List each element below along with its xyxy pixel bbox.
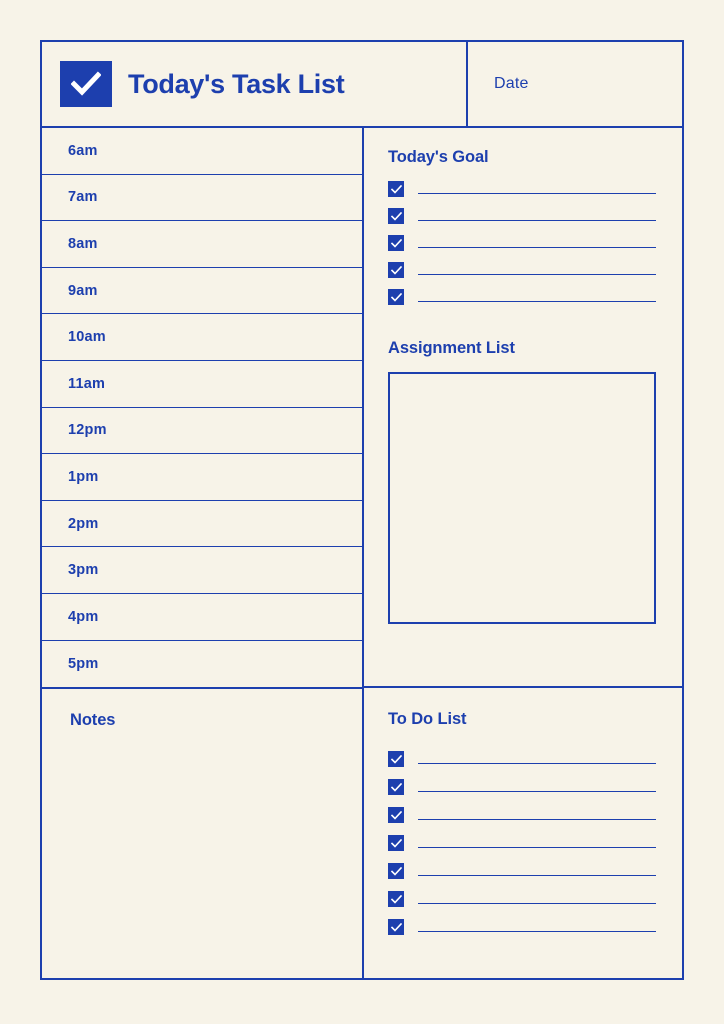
schedule-slot[interactable] — [42, 547, 362, 594]
write-line[interactable] — [418, 274, 656, 275]
list-item[interactable] — [388, 289, 656, 305]
sheet-body — [42, 128, 682, 978]
write-line[interactable] — [418, 875, 656, 876]
checkbox-icon[interactable] — [388, 289, 404, 305]
checkbox-icon[interactable] — [388, 181, 404, 197]
left-column — [42, 128, 364, 978]
task-list-sheet — [40, 40, 684, 980]
list-item[interactable] — [388, 208, 656, 224]
list-item[interactable] — [388, 919, 656, 935]
slot-label: 2pm — [68, 515, 99, 532]
schedule-slot[interactable] — [42, 594, 362, 641]
assignment-title: Assignment List — [388, 339, 515, 357]
slot-label: 4pm — [68, 608, 99, 625]
slot-label: 1pm — [68, 468, 99, 485]
todo-title: To Do List — [388, 710, 467, 728]
list-item[interactable] — [388, 863, 656, 879]
write-line[interactable] — [418, 847, 656, 848]
checkbox-icon[interactable] — [388, 262, 404, 278]
hourly-schedule — [42, 128, 362, 689]
slot-label: 5pm — [68, 655, 99, 672]
slot-label: 9am — [68, 282, 98, 299]
slot-label: 10am — [68, 329, 106, 346]
write-line[interactable] — [418, 763, 656, 764]
schedule-slot[interactable] — [42, 361, 362, 408]
list-item[interactable] — [388, 835, 656, 851]
list-item[interactable] — [388, 751, 656, 767]
notes-title: Notes — [70, 711, 116, 730]
todo-list — [388, 751, 656, 935]
schedule-slot[interactable] — [42, 314, 362, 361]
write-line[interactable] — [418, 193, 656, 194]
checkbox-icon[interactable] — [388, 863, 404, 879]
write-line[interactable] — [418, 301, 656, 302]
checkbox-icon[interactable] — [388, 919, 404, 935]
list-item[interactable] — [388, 181, 656, 197]
write-line[interactable] — [418, 931, 656, 932]
page-title: Today's Task List — [128, 68, 345, 99]
list-item[interactable] — [388, 235, 656, 251]
list-item[interactable] — [388, 262, 656, 278]
checkbox-icon[interactable] — [388, 835, 404, 851]
schedule-slot[interactable] — [42, 408, 362, 455]
todo-section — [364, 688, 682, 978]
right-column — [364, 128, 682, 978]
check-icon — [60, 61, 112, 107]
checkbox-icon[interactable] — [388, 235, 404, 251]
goal-list — [388, 181, 656, 305]
write-line[interactable] — [418, 903, 656, 904]
write-line[interactable] — [418, 220, 656, 221]
goal-title: Today's Goal — [388, 148, 489, 166]
sheet-header — [42, 42, 682, 128]
schedule-slot[interactable] — [42, 268, 362, 315]
schedule-slot[interactable] — [42, 454, 362, 501]
slot-label: 11am — [68, 375, 106, 392]
checkbox-icon[interactable] — [388, 779, 404, 795]
date-label: Date — [494, 75, 529, 92]
checkbox-icon[interactable] — [388, 807, 404, 823]
schedule-slot[interactable] — [42, 175, 362, 222]
assignment-textarea[interactable] — [388, 372, 656, 624]
checkbox-icon[interactable] — [388, 751, 404, 767]
list-item[interactable] — [388, 807, 656, 823]
write-line[interactable] — [418, 247, 656, 248]
write-line[interactable] — [418, 791, 656, 792]
list-item[interactable] — [388, 779, 656, 795]
notes-section[interactable] — [42, 689, 362, 978]
slot-label: 8am — [68, 235, 98, 252]
slot-label: 12pm — [68, 422, 107, 439]
checkbox-icon[interactable] — [388, 891, 404, 907]
list-item[interactable] — [388, 891, 656, 907]
write-line[interactable] — [418, 819, 656, 820]
date-field[interactable] — [468, 42, 682, 126]
checkbox-icon[interactable] — [388, 208, 404, 224]
schedule-slot[interactable] — [42, 641, 362, 688]
slot-label: 7am — [68, 189, 98, 206]
schedule-slot[interactable] — [42, 221, 362, 268]
schedule-slot[interactable] — [42, 501, 362, 548]
title-cell — [42, 42, 468, 126]
slot-label: 3pm — [68, 562, 99, 579]
goal-assignment-section — [364, 128, 682, 688]
slot-label: 6am — [68, 142, 98, 159]
schedule-slot[interactable] — [42, 128, 362, 175]
